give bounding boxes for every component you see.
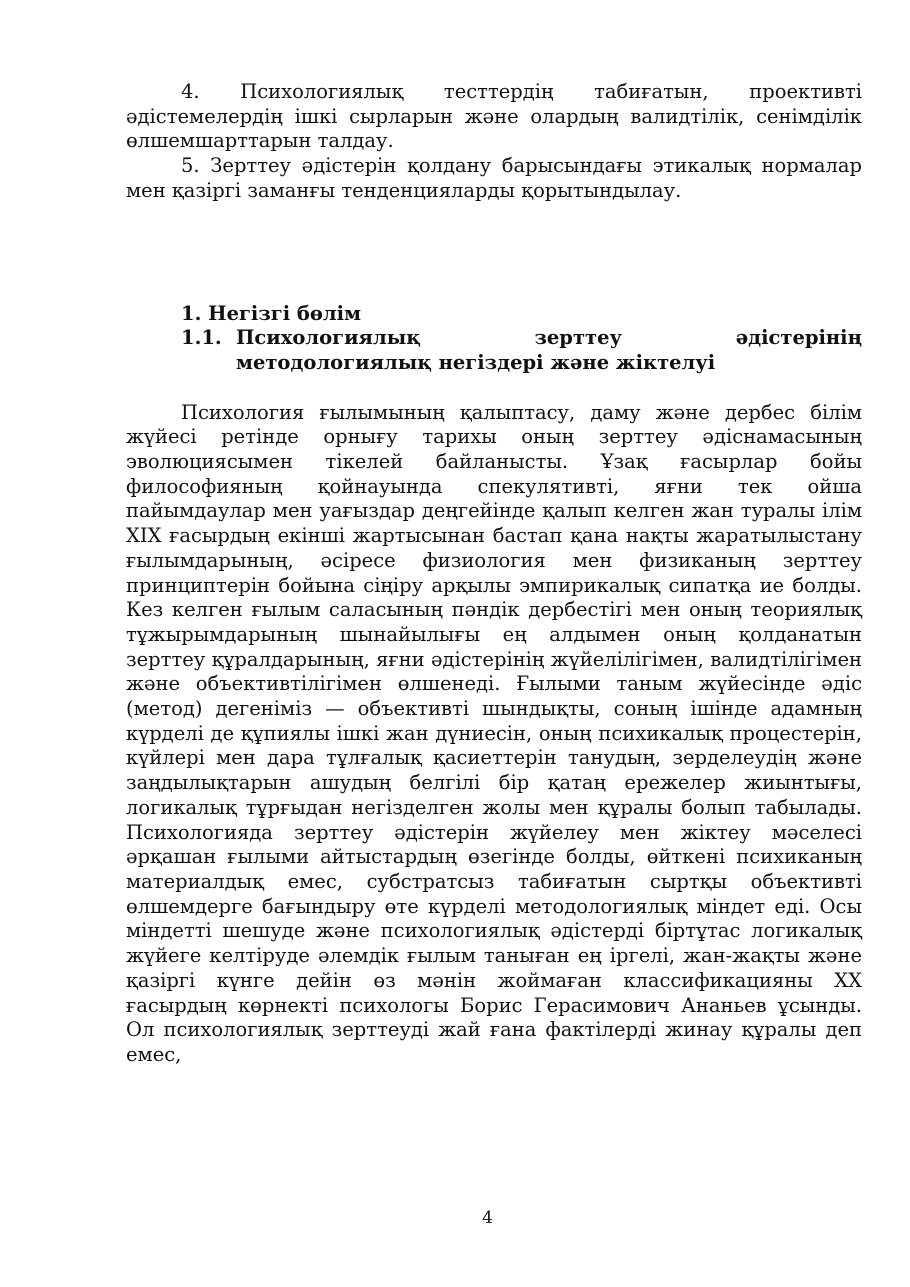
page-content <box>126 80 862 1068</box>
section-heading: 1. Негізгі бөлім <box>181 301 362 325</box>
list-item-4: 4. Психологиялық тесттердің табиғатын, проективті әдістемелердің ішкі сырларын және олардың валидтілік, сенімділік өлшемшарттарын талдау. <box>126 80 862 153</box>
subsection-heading <box>126 326 862 375</box>
subsection-number: 1.1. <box>181 326 222 350</box>
section-headings <box>126 302 862 376</box>
list-item-5: 5. Зерттеу әдістерін қолдану барысындағы этикалық нормалар мен қазіргі заманғы тенденцияларды қорытындылау. <box>126 154 862 202</box>
subsection-title-line-1: Психологиялық зерттеу әдістерінің <box>236 326 862 350</box>
page-number: 4 <box>482 1208 493 1228</box>
body-paragraph: Психология ғылымының қалыптасу, даму және дербес білім жүйесі ретінде орнығу тарихы оның зерттеу әдіснамасының эволюциясымен тікелей байланысты. Ұзақ ғасырлар бойы философияның қойнауында спекулятивті, яғни тек ойша пайымдаулар мен уағыздар деңгейінде қалып келген жан туралы ілім XIX ғасырдың екінші жартысынан бастап қана нақты жаратылыстану ғылымдарының, әсіресе физиология мен физиканың зерттеу принциптерін бойына сіңіру арқылы эмпирикалық сипатқа ие болды. Кез келген ғылым саласының пәндік дербестігі мен оның теориялық тұжырымдарының шынайылығы ең алдымен оның қолданатын зерттеу құралдарының, яғни әдістерінің жүйелілігімен, валидтілігімен және объективтілігімен өлшенеді. Ғылыми таным жүйесінде әдіс (метод) дегеніміз — объективті шындықты, соның ішінде адамның күрделі де құпиялы ішкі жан дүниесін, оның психикалық процестерін, күйлері мен дара тұлғалық қасиеттерін танудың, зерделеудің және заңдылықтарын ашудың белгілі бір қатаң ережелер жиынтығы, логикалық тұрғыдан негізделген жолы мен құралы болып табылады. Психологияда зерттеу әдістерін жүйелеу мен жіктеу мәселесі әрқашан ғылыми айтыстардың өзегінде болды, өйткені психиканың материалдық емес, субстратсыз табиғатын сыртқы объективті өлшемдерге бағындыру өте күрделі методологиялық міндет еді. Осы міндетті шешуде және психологиялық әдістерді біртұтас логикалық жүйеге келтіруде әлемдік ғылым таныған ең іргелі, жан-жақты және қазіргі күнге дейін өз мәнін жоймаған классификацияны XX ғасырдың көрнекті психологы Борис Герасимович Ананьев ұсынды. Ол психологиялық зерттеуді жай ғана фактілерді жинау құралы деп емес, <box>126 400 862 1066</box>
subsection-title-line-2: методологиялық негіздері және жіктелуі <box>236 350 716 374</box>
